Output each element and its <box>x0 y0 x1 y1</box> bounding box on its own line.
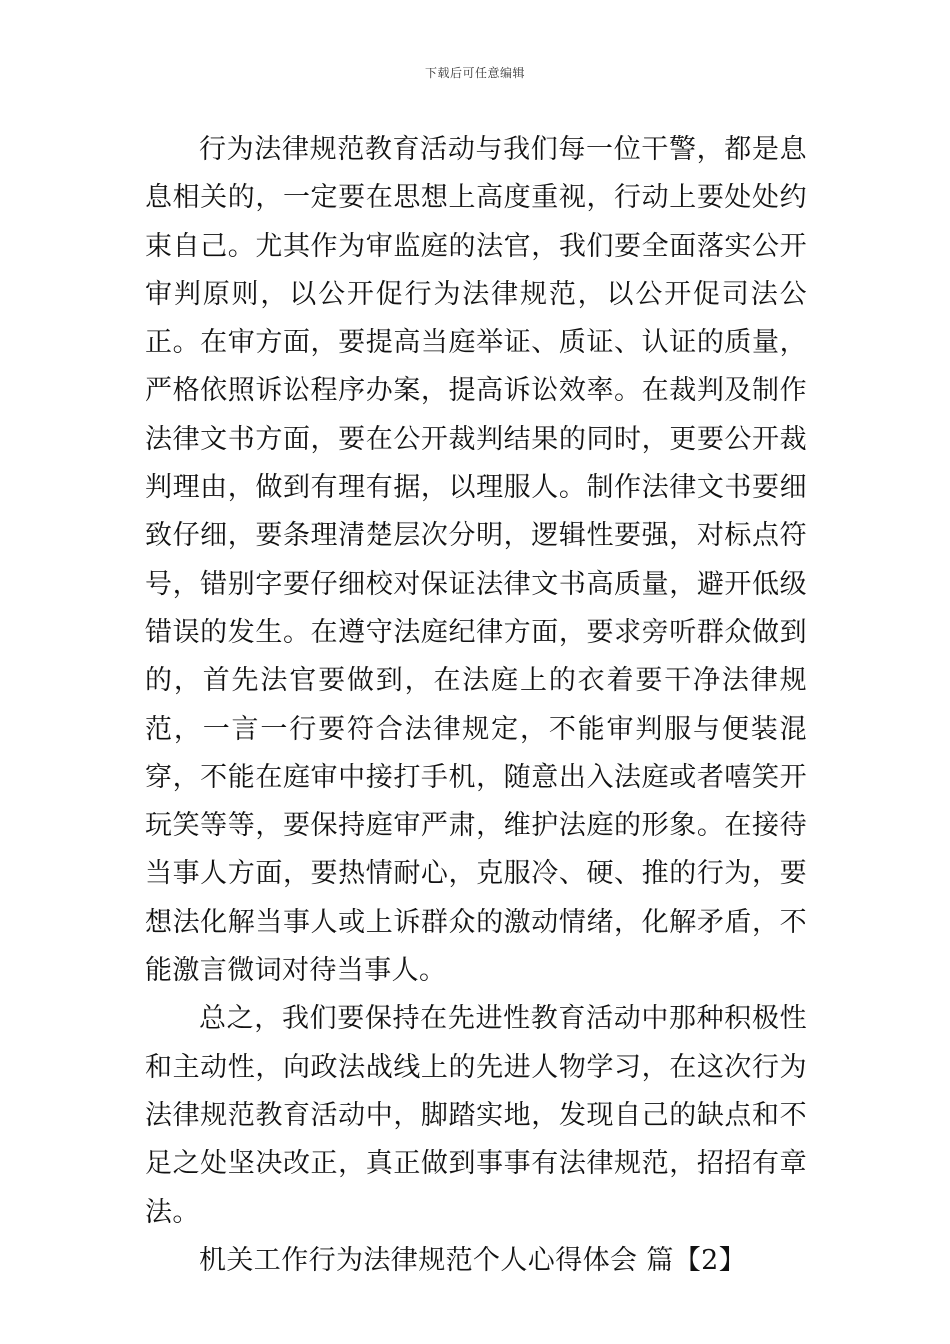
document-body <box>145 126 807 1285</box>
section-heading: 机关工作行为法律规范个人心得体会 篇【2】 <box>199 1244 747 1276</box>
paragraph-conduct-norms: 行为法律规范教育活动与我们每一位干警，都是息息相关的，一定要在思想上高度重视，行动上要处处约束自己。尤其作为审监庭的法官，我们要全面落实公开审判原则，以公开促行为法律规范，以公开促司法公正。在审方面，要提高当庭举证、质证、认证的质量，严格依照诉讼程序办案，提高诉讼效率。在裁判及制作法律文书方面，要在公开裁判结果的同时，更要公开裁判理由，做到有理有据，以理服人。制作法律文书要细致仔细，要条理清楚层次分明，逻辑性要强，对标点符号，错别字要仔细校对保证法律文书高质量，避开低级错误的发生。在遵守法庭纪律方面，要求旁听群众做到的，首先法官要做到，在法庭上的衣着要干净法律规范，一言一行要符合法律规定，不能审判服与便装混穿，不能在庭审中接打手机，随意出入法庭或者嘻笑开玩笑等等，要保持庭审严肃，维护法庭的形象。在接待当事人方面，要热情耐心，克服冷、硬、推的行为，要想法化解当事人或上诉群众的激动情绪，化解矛盾，不能激言微词对待当事人。 <box>145 134 807 987</box>
header-note: 下载后可任意编辑 <box>424 66 525 80</box>
paragraph-conclusion: 总之，我们要保持在先进性教育活动中那种积极性和主动性，向政法战线上的先进人物学习，在这次行为法律规范教育活动中，脚踏实地，发现自己的缺点和不足之处坚决改正，真正做到事事有法律规范，招招有章法。 <box>145 1003 807 1228</box>
